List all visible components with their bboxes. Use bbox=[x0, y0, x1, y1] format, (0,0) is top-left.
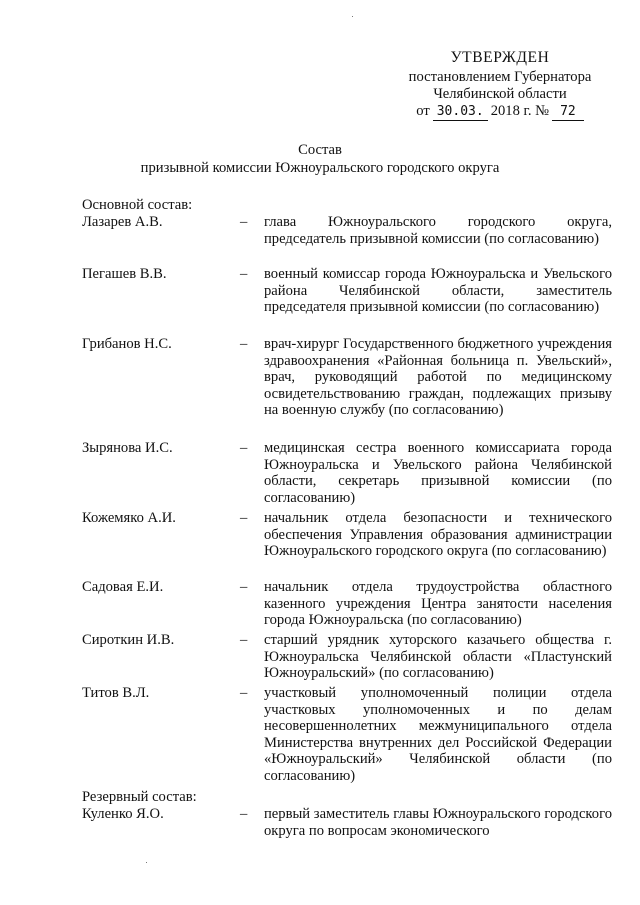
handwritten-date: 30.03. bbox=[433, 103, 488, 121]
member-name: Зырянова И.С. bbox=[82, 440, 173, 456]
date-suffix: 2018 г. № bbox=[490, 102, 550, 119]
member-description: старший урядник хуторского казачьего общества г. Южноуральска Челябинской области «Пластунский Южноуральский» (по согласованию) bbox=[264, 632, 612, 682]
member-dash: – bbox=[240, 806, 248, 822]
scan-speck bbox=[146, 862, 147, 863]
member-name: Кожемяко А.И. bbox=[82, 510, 176, 526]
member-name: Куленко Я.О. bbox=[82, 806, 164, 822]
approval-stamp-block bbox=[380, 50, 620, 121]
handwritten-number: 72 bbox=[552, 103, 584, 121]
reserve-composition-label: Резервный состав: bbox=[82, 789, 197, 805]
member-description: военный комиссар города Южноуральска и Увельского района Челябинской области, заместитель председателя призывной комиссии (по согласованию) bbox=[264, 266, 612, 316]
member-dash: – bbox=[240, 266, 248, 282]
composition-subtitle: призывной комиссии Южноуральского городского округа bbox=[140, 160, 500, 176]
member-description: начальник отдела трудоустройства областного казенного учреждения Центра занятости населения города Южноуральска (по согласованию) bbox=[264, 579, 612, 629]
member-dash: – bbox=[240, 685, 248, 701]
member-description: первый заместитель главы Южноуральского городского округа по вопросам экономического bbox=[264, 806, 612, 839]
member-description: медицинская сестра военного комиссариата города Южноуральска и Увельского района Челябинской области, секретарь призывной комиссии (по согласованию) bbox=[264, 440, 612, 506]
member-description: врач-хирург Государственного бюджетного учреждения здравоохранения «Районная больница п. Увельский», врач, руководящий работой по медицинскому освидетельствованию граждан, подлежащих призыву на военную службу (по согласованию) bbox=[264, 336, 612, 419]
approval-heading: УТВЕРЖДЕН bbox=[450, 49, 550, 66]
member-description: начальник отдела безопасности и технического обеспечения Управления образования администрации Южноуральского городского округа (по согласованию) bbox=[264, 510, 612, 560]
member-dash: – bbox=[240, 336, 248, 352]
date-prefix: от bbox=[416, 102, 430, 119]
approval-date-line bbox=[380, 103, 620, 121]
approval-line-decree: постановлением Губернатора bbox=[408, 68, 592, 85]
member-name: Сироткин И.В. bbox=[82, 632, 175, 648]
member-description: участковый уполномоченный полиции отдела участковых уполномоченных и по делам несовершеннолетних межмуниципального отдела Министерства внутренних дел Российской Федерации «Южноуральский» Челябинской области (по согласованию) bbox=[264, 685, 612, 784]
member-name: Лазарев А.В. bbox=[82, 214, 163, 230]
composition-title: Состав bbox=[298, 142, 342, 158]
member-name: Пегашев В.В. bbox=[82, 266, 167, 282]
member-description: глава Южноуральского городского округа, председатель призывной комиссии (по согласованию) bbox=[264, 214, 612, 247]
member-dash: – bbox=[240, 440, 248, 456]
scan-speck bbox=[352, 16, 353, 17]
member-name: Грибанов Н.С. bbox=[82, 336, 172, 352]
member-dash: – bbox=[240, 510, 248, 526]
member-name: Титов В.Л. bbox=[82, 685, 150, 701]
member-dash: – bbox=[240, 579, 248, 595]
main-composition-label: Основной состав: bbox=[82, 197, 193, 213]
member-name: Садовая Е.И. bbox=[82, 579, 164, 595]
composition-heading bbox=[0, 141, 640, 177]
member-dash: – bbox=[240, 632, 248, 648]
member-dash: – bbox=[240, 214, 248, 230]
approval-line-region: Челябинской области bbox=[433, 85, 567, 102]
